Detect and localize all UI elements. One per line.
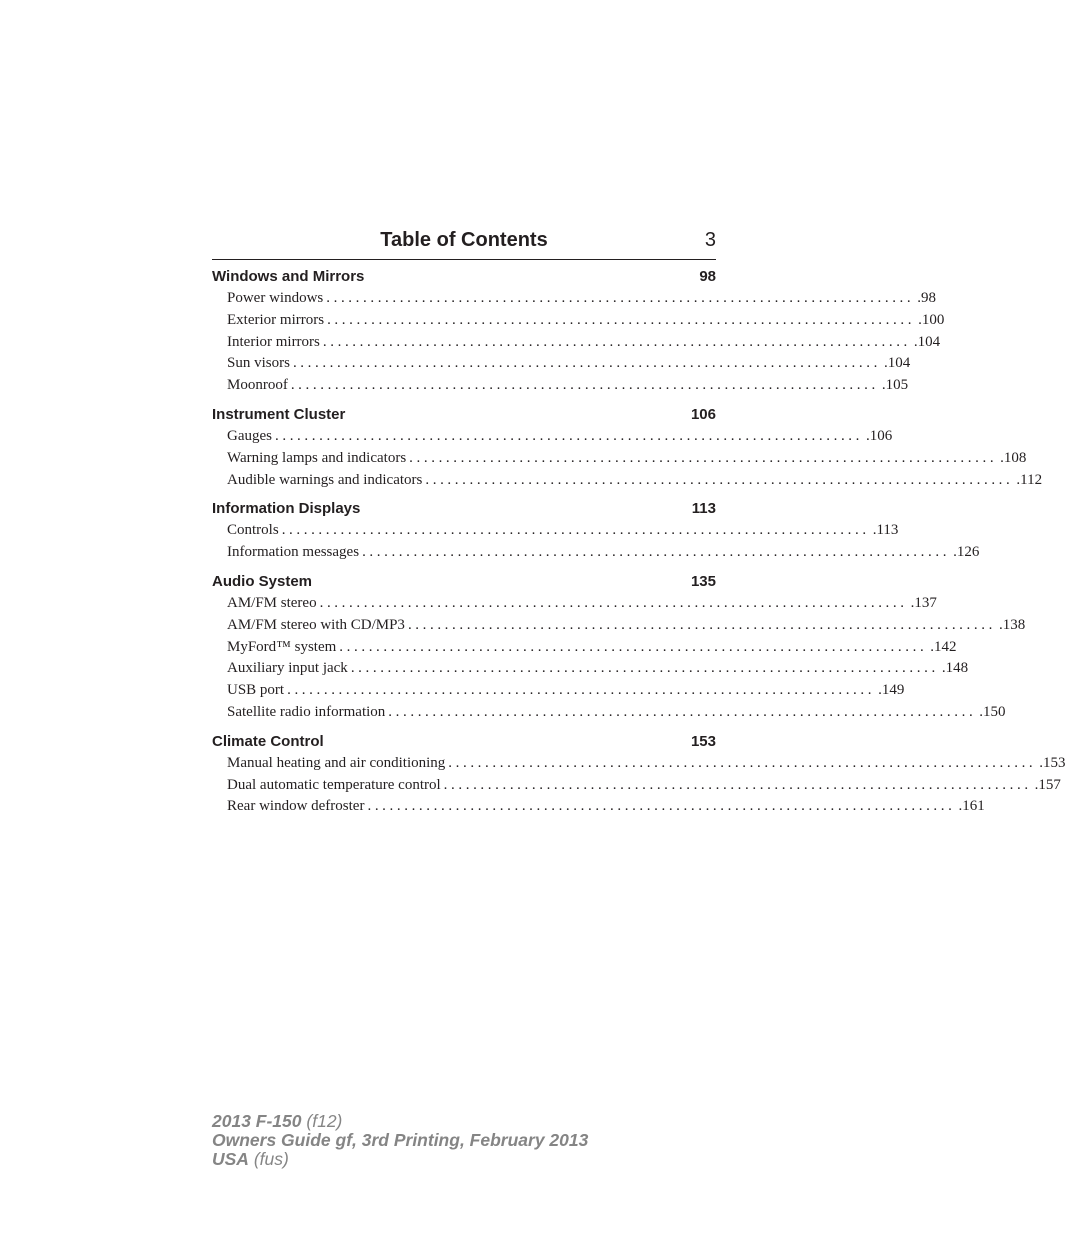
toc-entry[interactable]	[212, 288, 936, 310]
entry-label: Warning lamps and indicators	[227, 449, 407, 466]
toc-section	[212, 266, 945, 397]
toc-entry[interactable]	[212, 353, 911, 375]
toc-entry[interactable]	[212, 702, 1006, 724]
entry-page: .100	[918, 311, 945, 328]
entry-page: .157	[1034, 776, 1061, 793]
entry-label: Information messages	[227, 544, 360, 561]
dot-leader: ................................................................................	[287, 682, 876, 699]
footer-line-2: Owners Guide gf, 3rd Printing, February 2013	[212, 1130, 589, 1150]
dot-leader: ................................................................................	[327, 311, 916, 328]
toc-section	[212, 731, 1066, 818]
toc-entry[interactable]	[212, 753, 1066, 775]
toc-entry[interactable]	[212, 615, 1026, 637]
toc-entry[interactable]	[212, 310, 945, 332]
entry-label: Gauges	[227, 427, 272, 444]
entry-label: Dual automatic temperature control	[227, 776, 441, 793]
entry-label: Satellite radio information	[227, 703, 386, 720]
entry-page: .137	[910, 594, 937, 611]
section-title: Instrument Cluster	[212, 405, 346, 423]
entry-page: .104	[883, 355, 911, 372]
document-footer	[212, 1112, 588, 1169]
dot-leader: ................................................................................	[407, 616, 996, 633]
entry-page: .106	[866, 427, 893, 444]
entry-label: USB port	[227, 682, 285, 699]
entry-page: .113	[872, 522, 899, 539]
entry-label: AM/FM stereo with CD/MP3	[227, 616, 405, 633]
entry-label: Manual heating and air conditioning	[227, 754, 446, 771]
dot-leader: ................................................................................	[448, 754, 1037, 771]
toc-section	[212, 498, 980, 564]
entry-label: Moonroof	[227, 377, 288, 394]
toc-entry[interactable]	[212, 542, 980, 564]
entry-label: AM/FM stereo	[227, 594, 317, 611]
entry-page: .108	[1000, 449, 1027, 466]
footer-model: 2013 F-150	[212, 1111, 302, 1131]
entry-page: .126	[953, 544, 980, 561]
toc-entry[interactable]	[212, 520, 899, 542]
entry-label: Power windows	[227, 290, 324, 306]
footer-model-code: (f12)	[306, 1111, 343, 1131]
section-page: 106	[690, 405, 716, 423]
section-title: Information Displays	[212, 500, 361, 518]
entry-page: .142	[930, 638, 957, 655]
entry-page: .149	[878, 682, 905, 699]
dot-leader: ................................................................................	[367, 798, 956, 815]
dot-leader: ................................................................................	[388, 703, 977, 720]
section-heading[interactable]	[212, 498, 716, 520]
toc-entry[interactable]	[212, 680, 905, 702]
entry-page: .153	[1039, 754, 1066, 771]
dot-leader: ................................................................................	[409, 449, 998, 466]
table-of-contents	[212, 266, 1066, 825]
toc-entry[interactable]	[212, 637, 957, 659]
page-header	[212, 229, 716, 260]
section-page: 113	[691, 500, 716, 518]
dot-leader: ................................................................................	[362, 544, 951, 561]
toc-entry[interactable]	[212, 658, 969, 680]
section-title: Climate Control	[212, 732, 324, 750]
section-heading[interactable]	[212, 266, 716, 288]
toc-entry[interactable]	[212, 375, 909, 397]
section-page: 98	[699, 268, 716, 285]
dot-leader: ................................................................................	[443, 776, 1032, 793]
dot-leader: ................................................................................	[425, 471, 1014, 488]
footer-market-code: (fus)	[253, 1149, 289, 1169]
toc-entry[interactable]	[212, 332, 941, 354]
toc-section	[212, 571, 1026, 724]
entry-label: Exterior mirrors	[227, 311, 325, 328]
dot-leader: ................................................................................	[339, 638, 928, 655]
footer-market: USA	[212, 1149, 249, 1169]
entry-page: .112	[1016, 471, 1043, 488]
toc-entry[interactable]	[212, 796, 985, 818]
entry-page: .105	[881, 377, 909, 394]
section-page: 153	[690, 732, 716, 750]
entry-label: Auxiliary input jack	[227, 660, 348, 677]
entry-label: Interior mirrors	[227, 333, 320, 350]
dot-leader: ................................................................................	[292, 355, 881, 372]
dot-leader: ................................................................................	[322, 333, 911, 350]
section-heading[interactable]	[212, 404, 716, 426]
section-page: 135	[690, 572, 716, 590]
page-number: 3	[704, 229, 716, 251]
footer-line-3	[212, 1150, 588, 1169]
entry-label: MyFord™ system	[227, 638, 337, 655]
entry-page: .148	[941, 660, 969, 677]
entry-label: Controls	[227, 522, 279, 539]
section-heading[interactable]	[212, 571, 716, 593]
footer-line-1	[212, 1112, 588, 1131]
dot-leader: ................................................................................	[281, 522, 870, 539]
toc-entry[interactable]	[212, 593, 937, 615]
entry-page: .150	[979, 703, 1006, 720]
dot-leader: ................................................................................	[350, 660, 939, 677]
toc-entry[interactable]	[212, 448, 1027, 470]
toc-entry[interactable]	[212, 775, 1061, 797]
entry-page: .98	[917, 290, 936, 306]
entry-page: .138	[998, 616, 1026, 633]
dot-leader: ................................................................................	[290, 377, 879, 394]
dot-leader: ................................................................................	[319, 594, 908, 611]
toc-entry[interactable]	[212, 426, 893, 448]
toc-section	[212, 404, 1043, 491]
toc-entry[interactable]	[212, 470, 1043, 492]
entry-page: .104	[913, 333, 941, 350]
page-title: Table of Contents	[380, 229, 548, 251]
entry-label: Rear window defroster	[227, 798, 365, 815]
dot-leader: ................................................................................	[326, 290, 915, 306]
entry-label: Audible warnings and indicators	[227, 471, 423, 488]
entry-page: .161	[958, 798, 985, 815]
section-heading[interactable]	[212, 731, 716, 753]
section-title: Windows and Mirrors	[212, 268, 365, 285]
section-title: Audio System	[212, 572, 313, 590]
entry-label: Sun visors	[227, 355, 290, 372]
dot-leader: ................................................................................	[275, 427, 863, 444]
